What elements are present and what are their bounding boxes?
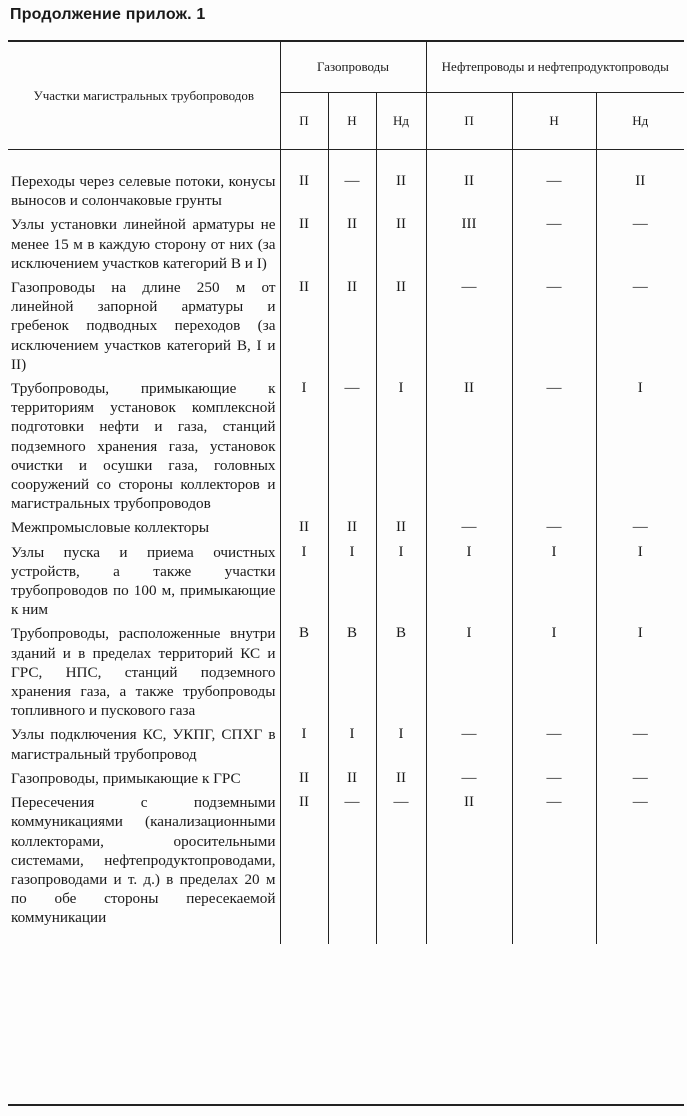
category-cell-gas-n: II [328,769,376,793]
gas-group-header: Газопроводы [280,41,426,93]
category-cell-oil-n: — [512,278,596,379]
category-cell-oil-nd: — [596,725,684,768]
table-row [8,769,684,793]
category-cell-oil-p: — [426,725,512,768]
category-cell-gas-nd: I [376,543,426,625]
table-row [8,725,684,768]
category-cell-gas-p: I [280,725,328,768]
category-cell-oil-p: — [426,518,512,542]
category-cell-gas-p: II [280,518,328,542]
table-row [8,543,684,625]
category-cell-gas-nd: В [376,624,426,725]
row-description: Пересечения с подземными коммуникациями (канализационными коллекторами, оросительными системами, нефтепродуктопроводами, газопроводами и т. д.) в пределах 20 м по обе стороны пересекаемой коммуникации [11,794,276,927]
oil-p-header: П [426,93,512,150]
row-description: Трубопроводы, расположенные внутри зданий и в пределах территорий КС и ГРС, НПС, станций подземного хранения газа, а также трубопроводы топливного и пускового газа [11,625,276,720]
sections-column-header: Участки магистральных трубопроводов [8,41,280,150]
category-cell-gas-p: II [280,793,328,943]
category-cell-oil-n: — [512,379,596,518]
category-cell-oil-p: II [426,379,512,518]
table-row [8,793,684,943]
oil-nd-header: Нд [596,93,684,150]
category-cell-oil-p: III [426,215,512,278]
gas-nd-header: Нд [376,93,426,150]
category-cell-gas-n: II [328,518,376,542]
category-cell-gas-n: — [328,379,376,518]
row-description: Газопроводы, примыкающие к ГРС [11,769,241,787]
category-cell-gas-n: I [328,543,376,625]
category-cell-oil-nd: I [596,543,684,625]
category-cell-oil-p: I [426,624,512,725]
category-cell-oil-n: — [512,793,596,943]
category-cell-oil-nd: — [596,518,684,542]
category-cell-gas-p: II [280,278,328,379]
category-cell-gas-n: II [328,215,376,278]
table-row [8,278,684,379]
oil-group-header: Нефтепроводы и нефтепродуктопроводы [426,41,684,93]
gas-n-header: Н [328,93,376,150]
category-cell-oil-p: I [426,543,512,625]
category-cell-oil-p: II [426,793,512,943]
category-cell-gas-nd: II [376,172,426,215]
category-cell-oil-p: II [426,172,512,215]
category-cell-oil-nd: — [596,769,684,793]
category-cell-gas-n: — [328,793,376,943]
row-description: Узлы подключения КС, УКПГ, СПХГ в магистральный трубопровод [11,726,276,763]
category-cell-oil-nd: I [596,379,684,518]
category-cell-oil-n: I [512,543,596,625]
pipeline-categories-table [8,40,684,944]
category-cell-oil-n: — [512,172,596,215]
category-cell-oil-p: — [426,278,512,379]
category-cell-gas-p: II [280,769,328,793]
category-cell-oil-n: — [512,518,596,542]
category-cell-gas-nd: — [376,793,426,943]
category-cell-gas-p: II [280,215,328,278]
category-cell-gas-n: — [328,172,376,215]
table-row [8,379,684,518]
row-description: Узлы пуска и приема очистных устройств, а также участки трубопроводов по 100 м, примыкающие к ним [11,543,276,619]
category-cell-oil-n: I [512,624,596,725]
category-cell-gas-nd: II [376,278,426,379]
category-cell-oil-n: — [512,725,596,768]
category-cell-gas-nd: II [376,769,426,793]
category-cell-gas-nd: I [376,379,426,518]
row-description: Межпромысловые коллекторы [11,519,210,537]
category-cell-gas-n: I [328,725,376,768]
category-cell-oil-nd: — [596,278,684,379]
row-description: Узлы установки линейной арматуры не менее 15 м в каждую сторону от них (за исключением участков категорий В и I) [11,216,276,272]
row-description: Газопроводы на длине 250 м от линейной запорной арматуры и гребенок подводных переходов (за исключением участков категорий В, I и II) [11,279,276,373]
bottom-rule [8,1104,684,1106]
table-spacer-row [8,150,684,173]
category-cell-gas-nd: I [376,725,426,768]
category-cell-oil-n: — [512,215,596,278]
category-cell-gas-nd: II [376,518,426,542]
category-cell-gas-p: I [280,543,328,625]
category-cell-gas-n: II [328,278,376,379]
category-cell-oil-nd: — [596,793,684,943]
category-cell-oil-n: — [512,769,596,793]
category-cell-oil-nd: — [596,215,684,278]
category-cell-gas-p: В [280,624,328,725]
gas-p-header: П [280,93,328,150]
table-body [8,150,684,944]
table-row [8,172,684,215]
row-description: Переходы через селевые потоки, конусы выносов и солончаковые грунты [11,173,276,210]
page-header: Продолжение прилож. 1 [10,6,206,23]
table-row [8,624,684,725]
category-cell-gas-n: В [328,624,376,725]
category-cell-gas-p: I [280,379,328,518]
oil-n-header: Н [512,93,596,150]
table-row [8,518,684,542]
category-cell-oil-nd: II [596,172,684,215]
category-cell-oil-p: — [426,769,512,793]
category-cell-oil-nd: I [596,624,684,725]
table-row [8,215,684,278]
category-cell-gas-nd: II [376,215,426,278]
row-description: Трубопроводы, примыкающие к территориям установок комплексной подготовки нефти и газа, станций подземного хранения газа, установок очистки и осушки газа, головных сооружений со стороны коллекторов и магистральных трубопроводов [11,380,276,513]
category-cell-gas-p: II [280,172,328,215]
